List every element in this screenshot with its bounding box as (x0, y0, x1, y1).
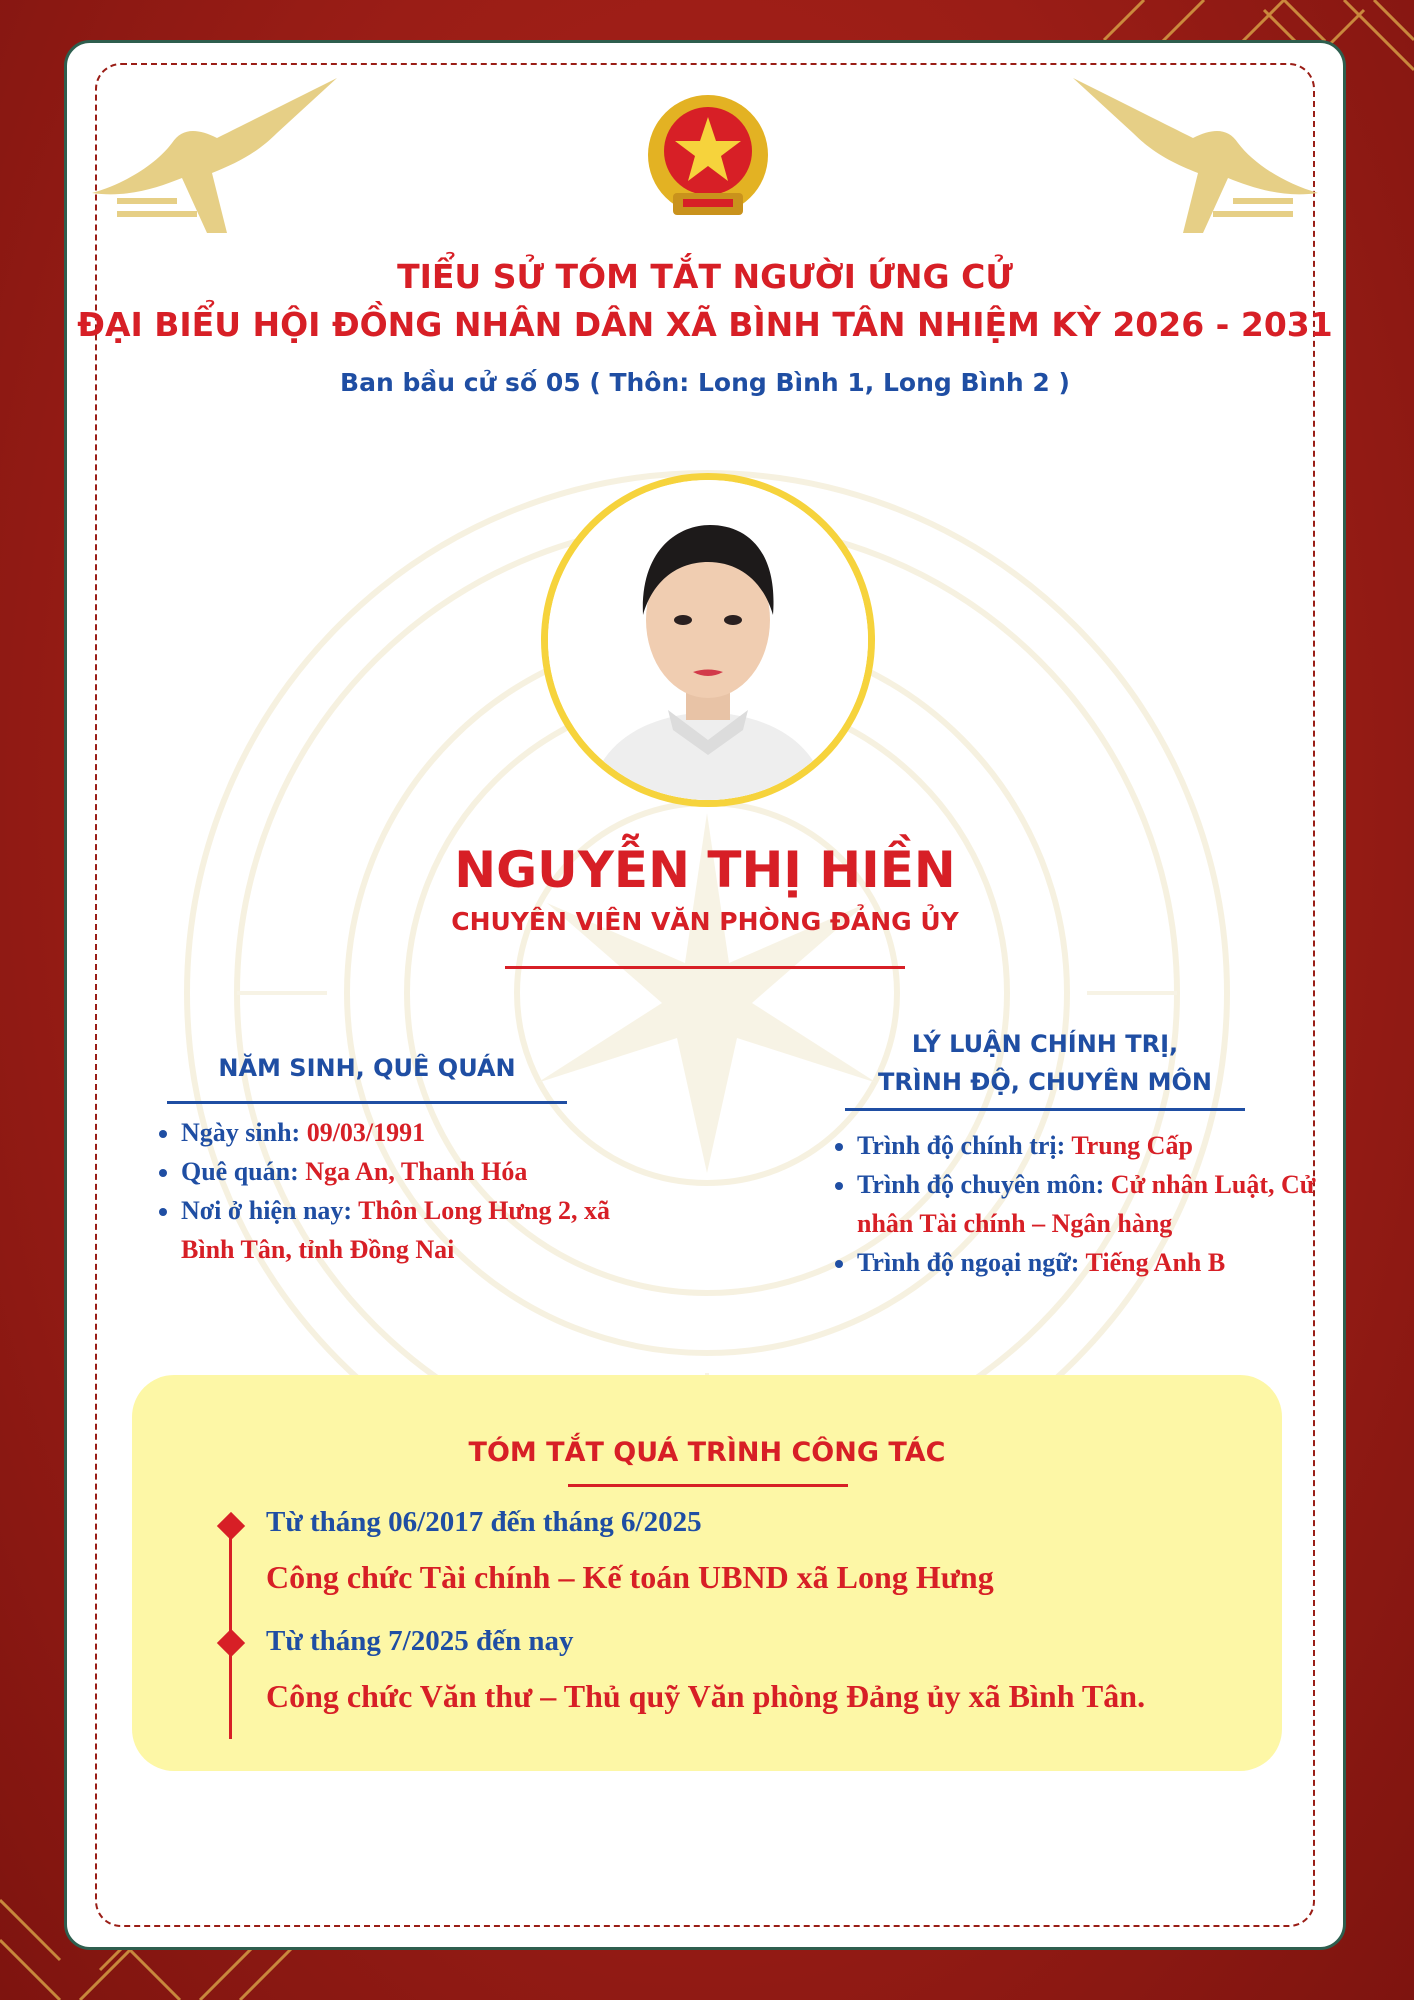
candidate-name: NGUYỄN THỊ HIỀN (454, 841, 956, 899)
timeline-role: Công chức Tài chính – Kế toán UBND xã Long Hưng (266, 1559, 994, 1595)
timeline-diamond-icon (217, 1512, 245, 1540)
national-emblem-icon (641, 93, 775, 233)
timeline-period: Từ tháng 06/2017 đến tháng 6/2025 (266, 1506, 702, 1538)
list-item: • Quê quán: Nga An, Thanh Hóa (181, 1152, 651, 1191)
education-section-heading (845, 1025, 1245, 1101)
birth-info-list (141, 1113, 651, 1269)
education-info-list (817, 1126, 1346, 1282)
timeline-period: Từ tháng 7/2025 đến nay (266, 1625, 574, 1657)
candidate-position: CHUYÊN VIÊN VĂN PHÒNG ĐẢNG ỦY (451, 907, 959, 936)
career-heading: TÓM TẮT QUÁ TRÌNH CÔNG TÁC (468, 1437, 946, 1468)
education-heading-line1: LÝ LUẬN CHÍNH TRỊ, (911, 1030, 1179, 1058)
education-heading-line2: TRÌNH ĐỘ, CHUYÊN MÔN (877, 1068, 1213, 1096)
portrait-illustration (548, 480, 868, 800)
biography-card (64, 40, 1346, 1950)
birth-section-divider (167, 1101, 567, 1104)
document-title-line2: ĐẠI BIỂU HỘI ĐỒNG NHÂN DÂN XÃ BÌNH TÂN NHIỆM KỲ 2026 - 2031 (77, 305, 1333, 344)
candidate-photo-frame (541, 473, 875, 807)
career-summary-panel (132, 1375, 1282, 1771)
birth-section-heading: NĂM SINH, QUÊ QUÁN (218, 1054, 516, 1082)
career-divider (568, 1484, 848, 1487)
lac-bird-left-icon (87, 73, 347, 253)
election-board-subtitle: Ban bầu cử số 05 ( Thôn: Long Bình 1, Long Bình 2 ) (340, 368, 1070, 397)
list-item: • Nơi ở hiện nay: Thôn Long Hưng 2, xã Bình Tân, tỉnh Đồng Nai (181, 1191, 651, 1269)
candidate-photo (548, 480, 868, 800)
lac-bird-right-icon (1063, 73, 1323, 253)
list-item: • Trình độ ngoại ngữ: Tiếng Anh B (857, 1243, 1346, 1282)
education-section-divider (845, 1108, 1245, 1111)
timeline-diamond-icon (217, 1629, 245, 1657)
list-item: • Trình độ chuyên môn: Cử nhân Luật, Cử nhân Tài chính – Ngân hàng (857, 1165, 1346, 1243)
list-item: • Trình độ chính trị: Trung Cấp (857, 1126, 1346, 1165)
document-title-line1: TIỂU SỬ TÓM TẮT NGƯỜI ỨNG CỬ (397, 257, 1013, 296)
timeline-role: Công chức Văn thư – Thủ quỹ Văn phòng Đảng ủy xã Bình Tân. (266, 1678, 1146, 1714)
list-item: • Ngày sinh: 09/03/1991 (181, 1113, 651, 1152)
name-divider (505, 966, 905, 969)
